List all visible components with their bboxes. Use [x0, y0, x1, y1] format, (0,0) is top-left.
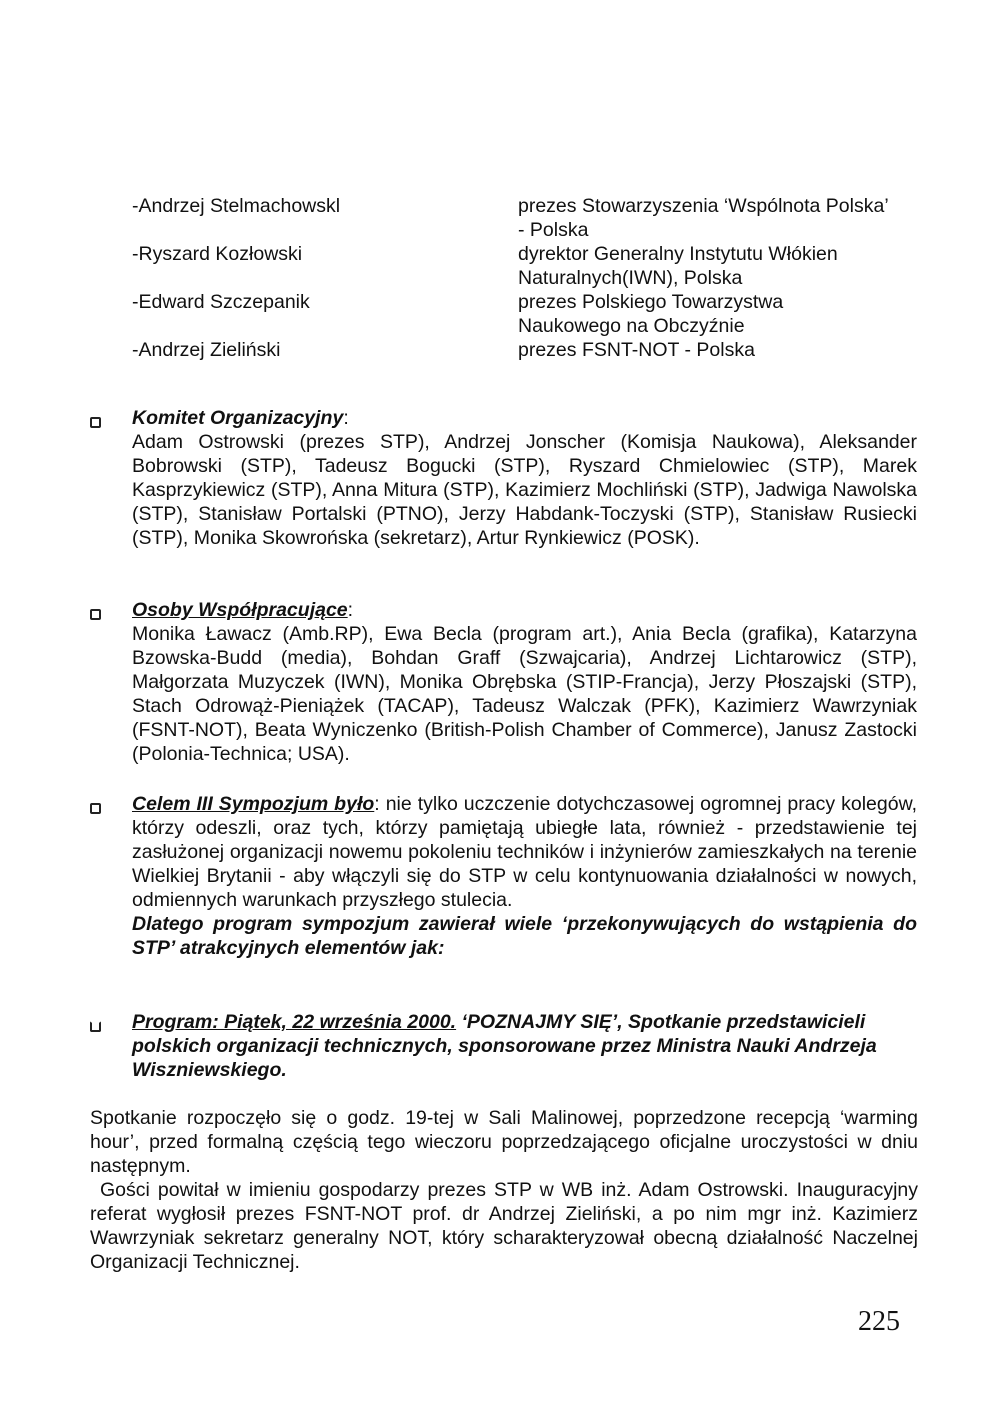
person-name: -Ryszard Kozłowski [132, 243, 303, 265]
section-text: ‘POZNAJMY SIĘ’, Spotkanie przedstawicieli polskich organizacji technicznych, sponsorowane przez Ministra Nauki Andrzeja Wiszniewskiego. [132, 1011, 877, 1081]
heading-colon: : [347, 599, 354, 621]
section-heading: Komitet Organizacyjny [132, 407, 344, 429]
person-name: -Andrzej Stelmachowskl [132, 195, 341, 217]
section-text: Monika Ławacz (Amb.RP), Ewa Becla (program art.), Ania Becla (grafika), Katarzyna Bzowska-Budd (media), Bohdan Graff (Szwajcaria), Andrzej Lichtarowicz (STP), Małgorzata Muzyczek (IWN), Monika Obrębska (STIP-Francja), Jerzy Płoszajski (STP), Stach Odrowąż-Pieniążek (TACAP), Tadeusz Walczak (PFK), Kazimierz Wawrzyniak (FSNT-NOT), Beata Wyniczenko (British-Polish Chamber of Commerce), Janusz Zastocki (Polonia-Technica; USA). [132, 623, 917, 765]
list-item [132, 194, 892, 242]
person-name: -Andrzej Zieliński [132, 339, 281, 361]
person-name: -Edward Szczepanik [132, 291, 310, 313]
checkbox-bullet-icon [90, 598, 132, 766]
honorary-committee-list [132, 194, 892, 362]
section-emphasis: Dlatego program sympozjum zawierał wiele ‘przekonywujących do wstąpienia do STP’ atrakcyjnych elementów jak: [132, 913, 917, 959]
section-heading: Program: Piątek, 22 września 2000. [132, 1011, 457, 1033]
section-heading: Osoby Współpracujące [132, 599, 348, 621]
section-text: nie tylko uczczenie dotychczasowej ogromnej pracy kolegów, którzy odeszli, oraz tych, którzy pamiętają ubiegłe lata, również - przedstawienie tej zasłużonej organizacji nowemu pokoleniu techników i inżynierów zamieszkałych na terenie Wielkiej Brytanii - aby włączyli się do STP w celu kontynuowania działalności w nowych, odmiennych warunkach przyszłego stulecia. [132, 793, 917, 911]
list-item [132, 290, 892, 338]
section-program [90, 1010, 920, 1082]
heading-colon: : [374, 793, 380, 815]
section-text: Adam Ostrowski (prezes STP), Andrzej Jonscher (Komisja Naukowa), Aleksander Bobrowski (STP), Tadeusz Bogucki (STP), Ryszard Chmielowiec (STP), Marek Kasprzykiewicz (STP), Anna Mitura (STP), Kazimierz Mochliński (STP), Jadwiga Nawolska (STP), Stanisław Portalski (PTNO), Jerzy Habdank-Toczyski (STP), Stanisław Rusiecki (STP), Monika Skowrońska (sekretarz), Artur Rynkiewicz (POSK). [132, 431, 917, 549]
section-komitet [90, 406, 920, 550]
person-role: prezes FSNT-NOT - Polska [518, 339, 755, 361]
section-osoby [90, 598, 920, 766]
checkbox-bullet-icon [90, 1010, 132, 1082]
section-heading: Celem III Sympozjum było [132, 793, 375, 815]
page-number: 225 [858, 1306, 900, 1337]
paragraph: Gości powitał w imieniu gospodarzy prezes STP w WB inż. Adam Ostrowski. Inauguracyjny referat wygłosił prezes FSNT-NOT prof. dr Andrzej Zieliński, a po nim mgr inż. Kazimierz Wawrzyniak sekretarz generalny NOT, który scharakteryzował obecną działalność Naczelnej Organizacji Technicznej. [90, 1179, 918, 1273]
checkbox-bullet-icon [90, 406, 132, 550]
heading-colon: : [343, 407, 349, 429]
list-item [132, 242, 892, 290]
body-text [90, 1106, 918, 1274]
person-role: dyrektor Generalny Instytutu Włókien Naturalnych(IWN), Polska [518, 243, 838, 289]
person-role: prezes Stowarzyszenia ‘Wspólnota Polska’ - Polska [518, 195, 888, 241]
section-celem [90, 792, 920, 960]
list-item [132, 338, 892, 362]
checkbox-bullet-icon [90, 792, 132, 960]
person-role: prezes Polskiego Towarzystwa Naukowego na Obczyźnie [518, 291, 784, 337]
paragraph: Spotkanie rozpoczęło się o godz. 19-tej w Sali Malinowej, poprzedzone recepcją ‘warming hour’, przed formalną częścią tego wieczoru poprzedzającego oficjalne uroczystości w dniu następnym. [90, 1107, 918, 1177]
